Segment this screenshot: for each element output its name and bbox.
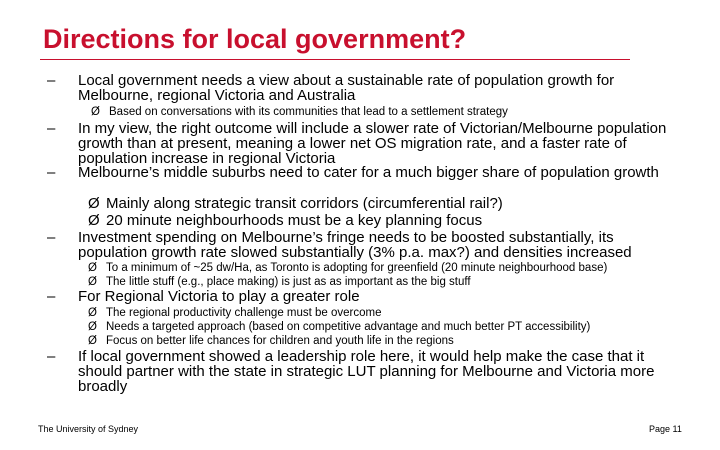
- arrow-bullet-icon: Ø: [88, 262, 97, 274]
- sub-bullet: [88, 275, 471, 289]
- bullet-text: In my view, the right outcome will include a slower rate of Victorian/Melbourne population growth than at present, meaning a lower net OS migration rate, and a faster rate of population increase in regional Victoria: [78, 120, 667, 167]
- sub-bullet-text: Based on conversations with its communities that lead to a settlement strategy: [109, 106, 508, 118]
- arrow-bullet-icon: Ø: [88, 335, 97, 347]
- bullet-dash: –: [47, 288, 56, 305]
- bullet-dash: –: [47, 120, 56, 137]
- sub-bullet-text: 20 minute neighbourhoods must be a key planning focus: [106, 212, 483, 229]
- sub-bullet-text: The regional productivity challenge must be overcome: [106, 307, 382, 319]
- bullet-dash: –: [47, 348, 56, 365]
- bullet-text: If local government showed a leadership role here, it would help make the case that it should partner with the state in strategic LUT planning for Melbourne and Victoria more broadly: [78, 348, 655, 395]
- arrow-bullet-icon: Ø: [88, 321, 97, 333]
- bullet-dash: –: [47, 164, 56, 181]
- sub-bullet-text: To a minimum of ~25 dw/Ha, as Toronto is adopting for greenfield (20 minute neighbourhood base): [106, 262, 608, 274]
- arrow-bullet-icon: Ø: [88, 212, 100, 229]
- sub-bullet: [88, 334, 454, 348]
- bullet-text: For Regional Victoria to play a greater role: [78, 288, 360, 305]
- bullet-text: Local government needs a view about a sustainable rate of population growth for Melbourne, regional Victoria and Australia: [78, 72, 615, 104]
- bullet-text: Melbourne’s middle suburbs need to cater for a much bigger share of population growth: [78, 164, 659, 181]
- arrow-bullet-icon: Ø: [91, 106, 100, 118]
- footer-page-number: Page 11: [649, 424, 682, 434]
- bullet-text: Investment spending on Melbourne’s fringe needs to be boosted substantially, its population growth rate slowed substantially (3% p.a. max?) and densities increased: [78, 229, 632, 261]
- arrow-bullet-icon: Ø: [88, 195, 100, 212]
- bullet-dash: –: [47, 72, 56, 89]
- sub-bullet: [88, 212, 482, 229]
- sub-bullet: [91, 105, 508, 119]
- arrow-bullet-icon: Ø: [88, 307, 97, 319]
- sub-bullet: [88, 306, 382, 320]
- sub-bullet: [88, 261, 607, 275]
- slide-title: Directions for local government?: [43, 24, 467, 54]
- sub-bullet-text: The little stuff (e.g., place making) is just as as important as the big stuff: [106, 276, 471, 288]
- sub-bullet-text: Needs a targeted approach (based on competitive advantage and much better PT accessibility): [106, 321, 591, 333]
- footer-institution: The University of Sydney: [38, 424, 139, 434]
- title-divider: [40, 59, 630, 60]
- sub-bullet: [88, 320, 590, 334]
- sub-bullet-text: Mainly along strategic transit corridors (circumferential rail?): [106, 195, 503, 212]
- sub-bullet-text: Focus on better life chances for children and youth life in the regions: [106, 335, 454, 347]
- bullet-dash: –: [47, 229, 56, 246]
- arrow-bullet-icon: Ø: [88, 276, 97, 288]
- sub-bullet: [88, 195, 503, 212]
